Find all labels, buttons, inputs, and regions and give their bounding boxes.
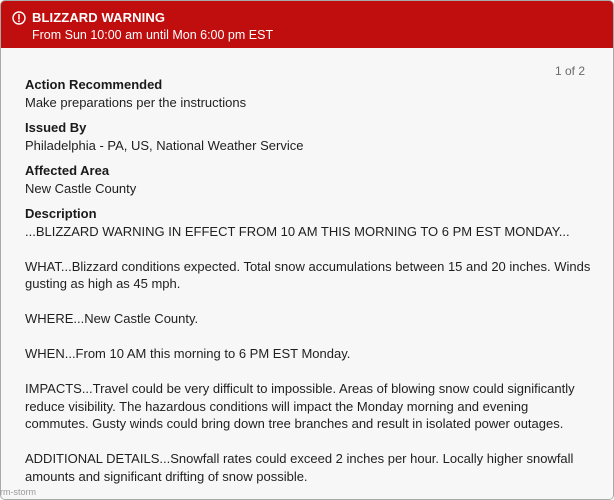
page-counter: 1 of 2 [554,64,585,78]
description-paragraph: IMPACTS...Travel could be very difficult to impossible. Areas of blowing snow could significantly reduce visibility. The hazardous conditions will impact the Monday morning and evening commutes. Gusty winds could bring down tree branches and result in isolated power outages. [25,381,575,431]
section-value: Philadelphia - PA, US, National Weather Service [25,137,304,153]
section-label: Affected Area [25,163,110,178]
section-action-recommended [25,76,595,111]
section-description [25,205,595,485]
description-paragraph: WHERE...New Castle County. [25,311,199,326]
alert-circle-icon [12,11,26,25]
alert-title: BLIZZARD WARNING [32,10,166,25]
description-paragraph: ADDITIONAL DETAILS...Snowfall rates could exceed 2 inches per hour. Locally higher snowfall amounts and significant drifting of snow possible. [25,451,574,484]
section-label: Action Recommended [25,77,163,92]
description-paragraph: WHAT...Blizzard conditions expected. Total snow accumulations between 15 and 20 inches. Winds gusting as high as 45 mph. [25,258,591,291]
watermark-text: rm-storm [0,487,36,497]
section-affected-area [25,162,595,197]
section-value: Make preparations per the instructions [25,94,247,110]
alert-time-range: From Sun 10:00 am until Mon 6:00 pm EST [32,28,274,42]
section-issued-by [25,119,595,154]
section-label: Description [25,206,97,221]
description-paragraph: WHEN...From 10 AM this morning to 6 PM EST Monday. [25,346,351,361]
alert-details-panel[interactable] [1,48,613,499]
section-value: New Castle County [25,180,137,196]
alert-banner[interactable] [1,1,613,48]
description-paragraph: ...BLIZZARD WARNING IN EFFECT FROM 10 AM THIS MORNING TO 6 PM EST MONDAY... [25,223,570,239]
alert-details [25,76,595,499]
section-label: Issued By [25,120,87,135]
